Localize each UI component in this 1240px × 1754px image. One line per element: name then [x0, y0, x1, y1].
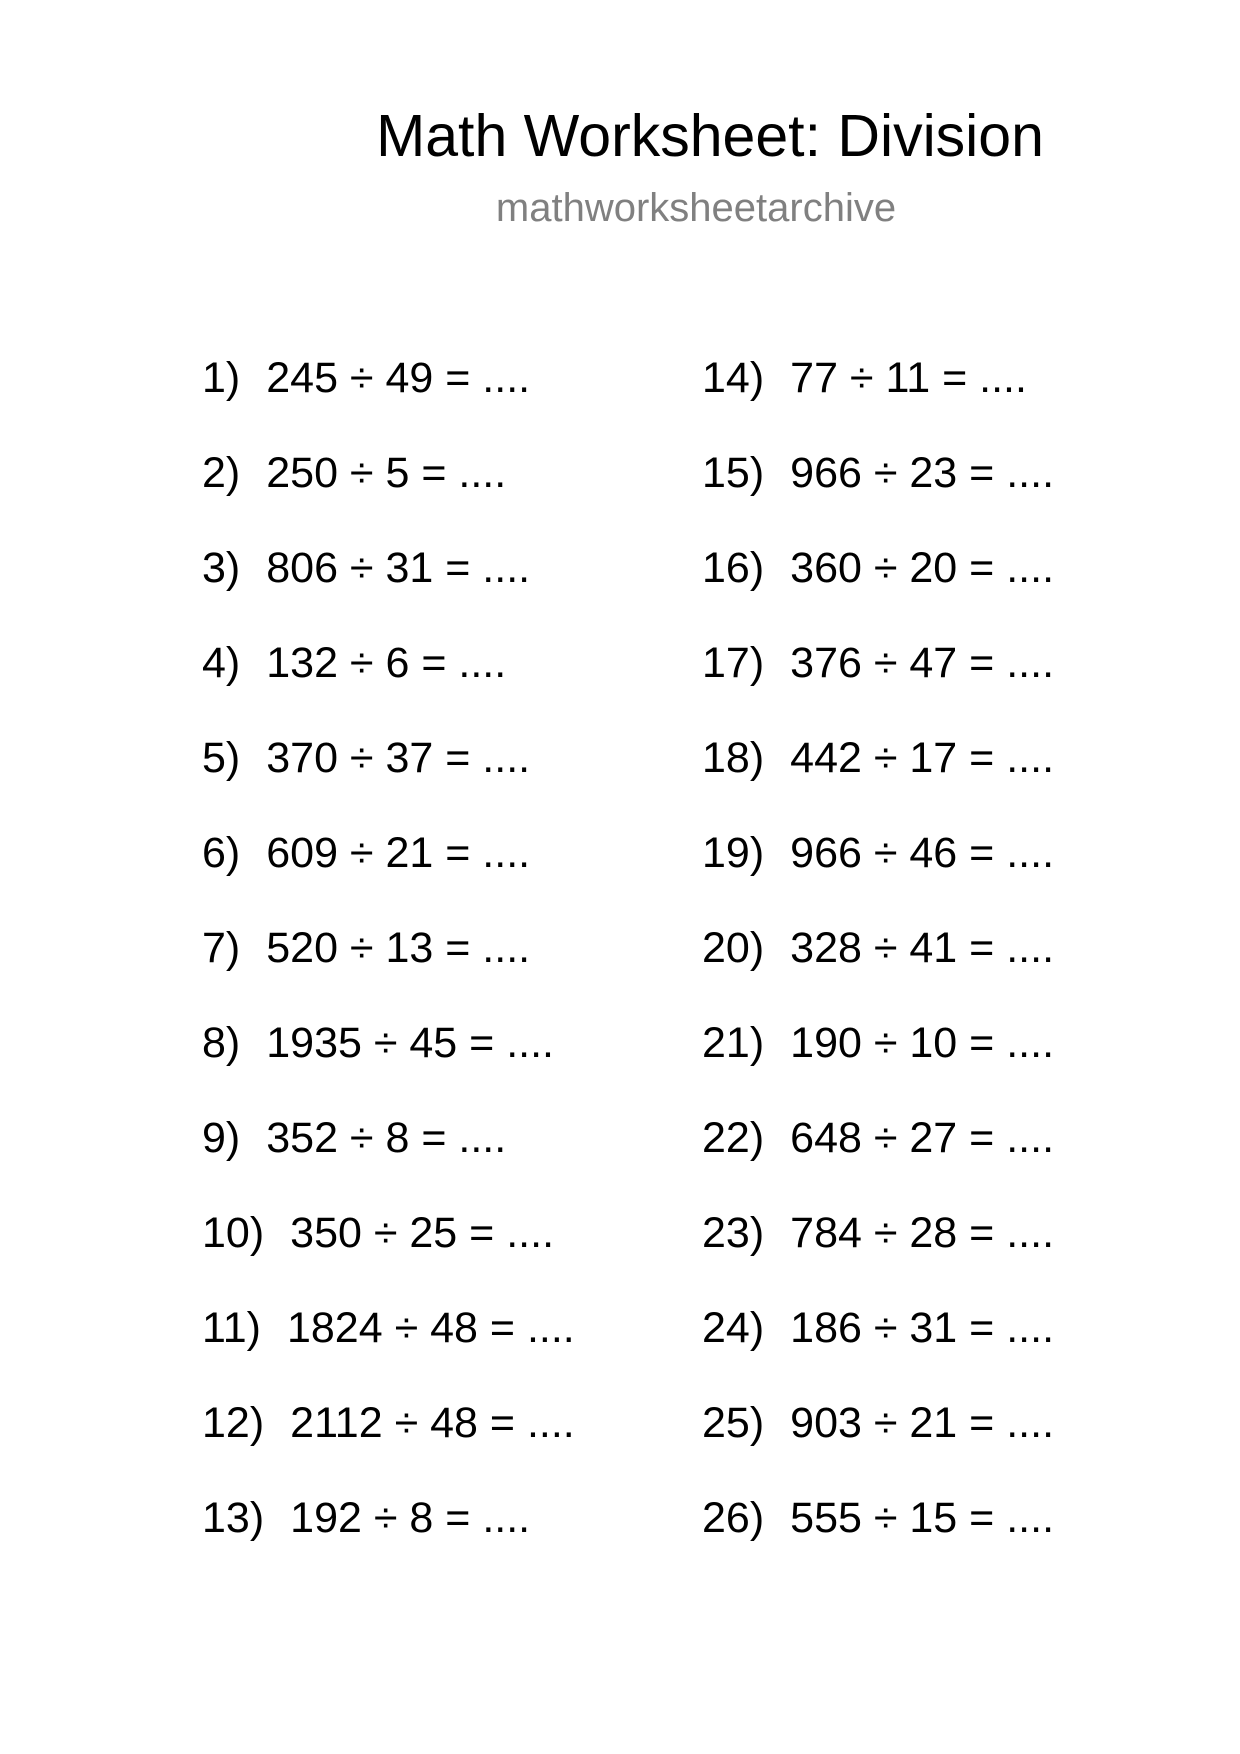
problem-item: [202, 637, 575, 732]
problem-item: [702, 1207, 1054, 1302]
problem-item: [702, 352, 1054, 447]
problem-item: [702, 732, 1054, 827]
problem-item: [202, 542, 575, 637]
problem-number: 16): [702, 544, 765, 592]
problem-number: 14): [702, 354, 765, 402]
problem-item: [702, 542, 1054, 637]
problem-number: 8): [202, 1019, 241, 1067]
problem-expression: 2112 ÷ 48 = ....: [290, 1399, 575, 1447]
problem-expression: 1824 ÷ 48 = ....: [286, 1304, 575, 1352]
problem-item: [202, 1492, 575, 1587]
problem-expression: 376 ÷ 47 = ....: [790, 639, 1055, 687]
problem-number: 6): [202, 829, 241, 877]
problem-number: 15): [702, 449, 765, 497]
problem-expression: 132 ÷ 6 = ....: [266, 639, 507, 687]
problem-expression: 186 ÷ 31 = ....: [790, 1304, 1055, 1352]
problem-number: 1): [202, 354, 241, 402]
problem-item: [702, 1397, 1054, 1492]
page-title: Math Worksheet: Division: [376, 103, 1044, 169]
problem-expression: 442 ÷ 17 = ....: [790, 734, 1055, 782]
problem-number: 12): [202, 1399, 265, 1447]
problem-expression: 245 ÷ 49 = ....: [266, 354, 531, 402]
problem-number: 5): [202, 734, 241, 782]
problem-expression: 1935 ÷ 45 = ....: [266, 1019, 555, 1067]
problem-item: [202, 1302, 575, 1397]
page-subtitle: mathworksheetarchive: [495, 186, 897, 230]
problem-expression: 609 ÷ 21 = ....: [266, 829, 531, 877]
problem-item: [202, 922, 575, 1017]
problem-number: 25): [702, 1399, 765, 1447]
problem-item: [702, 1302, 1054, 1397]
problem-expression: 784 ÷ 28 = ....: [790, 1209, 1055, 1257]
problem-item: [202, 1112, 575, 1207]
problem-number: 17): [702, 639, 765, 687]
problem-expression: 350 ÷ 25 = ....: [290, 1209, 555, 1257]
problem-item: [702, 922, 1054, 1017]
problem-expression: 555 ÷ 15 = ....: [790, 1494, 1055, 1542]
problem-number: 22): [702, 1114, 765, 1162]
problem-item: [202, 447, 575, 542]
problem-item: [202, 1207, 575, 1302]
problem-expression: 360 ÷ 20 = ....: [790, 544, 1055, 592]
problem-expression: 370 ÷ 37 = ....: [266, 734, 531, 782]
problem-number: 4): [202, 639, 241, 687]
problem-number: 11): [202, 1304, 261, 1352]
problem-expression: 806 ÷ 31 = ....: [266, 544, 531, 592]
problem-expression: 352 ÷ 8 = ....: [266, 1114, 507, 1162]
problem-item: [202, 827, 575, 922]
problem-expression: 192 ÷ 8 = ....: [290, 1494, 531, 1542]
problem-number: 2): [202, 449, 241, 497]
problem-number: 10): [202, 1209, 265, 1257]
problem-list-left: [202, 352, 575, 1587]
problem-item: [202, 352, 575, 447]
problem-expression: 77 ÷ 11 = ....: [790, 354, 1027, 402]
problem-number: 9): [202, 1114, 241, 1162]
problem-number: 26): [702, 1494, 765, 1542]
problem-number: 21): [702, 1019, 765, 1067]
problem-expression: 190 ÷ 10 = ....: [790, 1019, 1055, 1067]
problem-item: [702, 1017, 1054, 1112]
problem-expression: 966 ÷ 23 = ....: [790, 449, 1055, 497]
problem-expression: 648 ÷ 27 = ....: [790, 1114, 1055, 1162]
problem-number: 3): [202, 544, 241, 592]
problem-item: [702, 447, 1054, 542]
problem-item: [202, 732, 575, 827]
problem-number: 7): [202, 924, 241, 972]
problem-number: 18): [702, 734, 765, 782]
problem-list-right: [702, 352, 1054, 1587]
problem-number: 19): [702, 829, 765, 877]
problem-expression: 903 ÷ 21 = ....: [790, 1399, 1055, 1447]
problem-number: 24): [702, 1304, 765, 1352]
problem-item: [702, 1112, 1054, 1207]
problem-expression: 966 ÷ 46 = ....: [790, 829, 1055, 877]
problem-expression: 520 ÷ 13 = ....: [266, 924, 531, 972]
problem-item: [702, 1492, 1054, 1587]
problem-number: 13): [202, 1494, 265, 1542]
problem-item: [202, 1397, 575, 1492]
problem-item: [702, 827, 1054, 922]
problem-number: 23): [702, 1209, 765, 1257]
problem-item: [202, 1017, 575, 1112]
problem-expression: 250 ÷ 5 = ....: [266, 449, 507, 497]
problem-number: 20): [702, 924, 765, 972]
problem-expression: 328 ÷ 41 = ....: [790, 924, 1055, 972]
problem-item: [702, 637, 1054, 732]
